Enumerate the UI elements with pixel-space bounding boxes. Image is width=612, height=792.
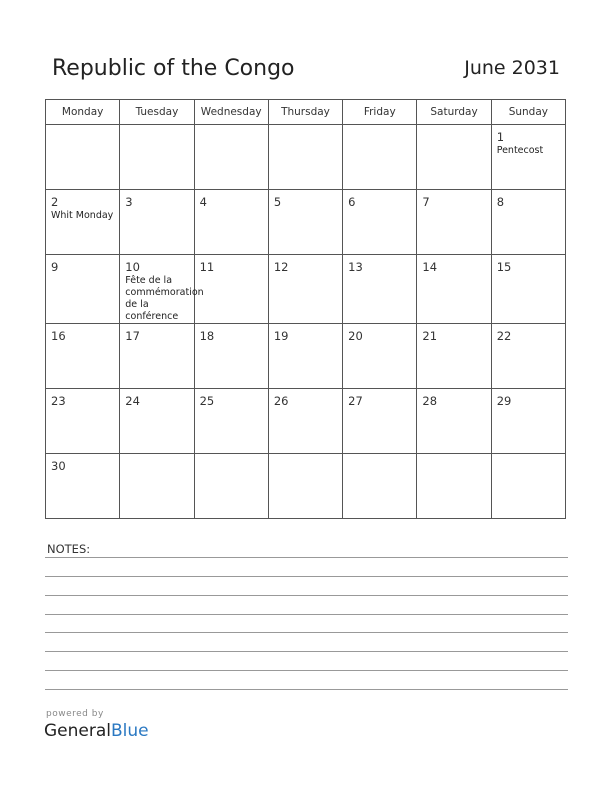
day-number: 28	[422, 394, 438, 408]
calendar-day-cell	[417, 125, 491, 190]
day-number: 5	[273, 195, 282, 209]
weekday-header: Friday	[343, 100, 417, 125]
note-line	[45, 576, 568, 577]
calendar-day-cell	[268, 454, 342, 519]
calendar-day-cell	[491, 190, 565, 255]
calendar-day-cell	[491, 255, 565, 324]
calendar-day-cell	[491, 454, 565, 519]
calendar-day-cell	[417, 454, 491, 519]
brand-name-part2: Blue	[111, 721, 149, 741]
day-number: 7	[422, 195, 430, 209]
note-line	[45, 595, 568, 596]
calendar-grid	[45, 99, 566, 519]
calendar-day-cell	[194, 454, 268, 519]
calendar-day-cell	[491, 125, 565, 190]
calendar-day-cell	[343, 454, 417, 519]
calendar-week-row	[46, 389, 566, 454]
calendar-day-cell	[46, 389, 120, 454]
note-line	[45, 557, 568, 558]
calendar-day-cell	[46, 454, 120, 519]
calendar-week-row	[46, 255, 566, 324]
calendar-country-title: Republic of the Congo	[52, 56, 295, 81]
brand-name-part1: General	[44, 721, 111, 741]
calendar-day-cell	[194, 389, 268, 454]
day-number: 4	[199, 195, 207, 209]
calendar-day-cell	[343, 125, 417, 190]
day-number: 3	[125, 195, 133, 209]
calendar-day-cell	[491, 389, 565, 454]
day-number: 11	[199, 260, 215, 274]
calendar-day-cell	[194, 324, 268, 389]
day-number: 23	[51, 394, 66, 408]
calendar-day-cell	[120, 389, 194, 454]
day-number: 24	[125, 394, 140, 408]
calendar-day-cell	[417, 389, 491, 454]
notes-label: NOTES:	[47, 542, 91, 556]
day-number: 30	[51, 459, 66, 473]
calendar-day-cell	[46, 255, 120, 324]
calendar-day-cell	[343, 255, 417, 324]
calendar-day-cell	[417, 190, 491, 255]
day-number: 6	[348, 195, 356, 209]
calendar-day-cell	[343, 324, 417, 389]
calendar-day-cell	[46, 190, 120, 255]
weekday-header: Wednesday	[194, 100, 268, 125]
powered-by-text: powered by	[46, 709, 104, 719]
calendar-day-cell	[268, 255, 342, 324]
day-number: 1	[496, 130, 505, 144]
day-number: 14	[422, 260, 438, 274]
day-number: 17	[125, 329, 140, 343]
calendar-day-cell	[120, 255, 204, 324]
day-number: 18	[199, 329, 215, 343]
day-number: 19	[273, 329, 289, 343]
note-line	[45, 689, 568, 690]
weekday-header: Saturday	[417, 100, 491, 125]
note-line	[45, 614, 568, 615]
weekday-header: Monday	[46, 100, 120, 125]
calendar-day-cell	[491, 324, 565, 389]
day-number: 27	[348, 394, 363, 408]
note-line	[45, 651, 568, 652]
calendar-day-cell	[268, 389, 342, 454]
weekday-header-row	[46, 100, 566, 125]
calendar-day-cell	[268, 125, 342, 190]
day-number: 2	[51, 195, 59, 209]
day-number: 21	[422, 329, 438, 343]
weekday-header: Thursday	[268, 100, 342, 125]
day-number: 29	[496, 394, 512, 408]
day-number: 16	[51, 329, 66, 343]
calendar-day-cell	[46, 125, 120, 190]
holiday-label: Pentecost	[496, 145, 544, 156]
calendar-day-cell	[120, 190, 194, 255]
calendar-week-row	[46, 324, 566, 389]
calendar-day-cell	[46, 324, 120, 389]
holiday-label: Fête de la commémoration de la conférence	[125, 275, 204, 322]
day-number: 12	[273, 260, 289, 274]
calendar-day-cell	[194, 255, 268, 324]
weekday-header: Sunday	[491, 100, 565, 125]
weekday-header: Tuesday	[120, 100, 194, 125]
holiday-label: Whit Monday	[51, 210, 114, 221]
day-number: 15	[496, 260, 512, 274]
brand-logo	[44, 721, 149, 741]
day-number: 10	[125, 260, 140, 274]
calendar-day-cell	[194, 125, 268, 190]
day-number: 25	[199, 394, 215, 408]
calendar-day-cell	[120, 324, 194, 389]
calendar-day-cell	[268, 324, 342, 389]
calendar-month-title: June 2031	[464, 57, 560, 79]
day-number: 8	[496, 195, 505, 209]
calendar-day-cell	[417, 255, 491, 324]
day-number: 26	[273, 394, 289, 408]
day-number: 22	[496, 329, 512, 343]
calendar-day-cell	[417, 324, 491, 389]
day-number: 9	[51, 260, 59, 274]
day-number: 13	[348, 260, 363, 274]
calendar-week-row	[46, 454, 566, 519]
calendar-day-cell	[343, 389, 417, 454]
note-line	[45, 670, 568, 671]
calendar-day-cell	[120, 125, 194, 190]
calendar-day-cell	[268, 190, 342, 255]
calendar-week-row	[46, 190, 566, 255]
calendar-day-cell	[343, 190, 417, 255]
note-line	[45, 632, 568, 633]
calendar-week-row	[46, 125, 566, 190]
calendar-day-cell	[120, 454, 194, 519]
calendar-day-cell	[194, 190, 268, 255]
day-number: 20	[348, 329, 363, 343]
